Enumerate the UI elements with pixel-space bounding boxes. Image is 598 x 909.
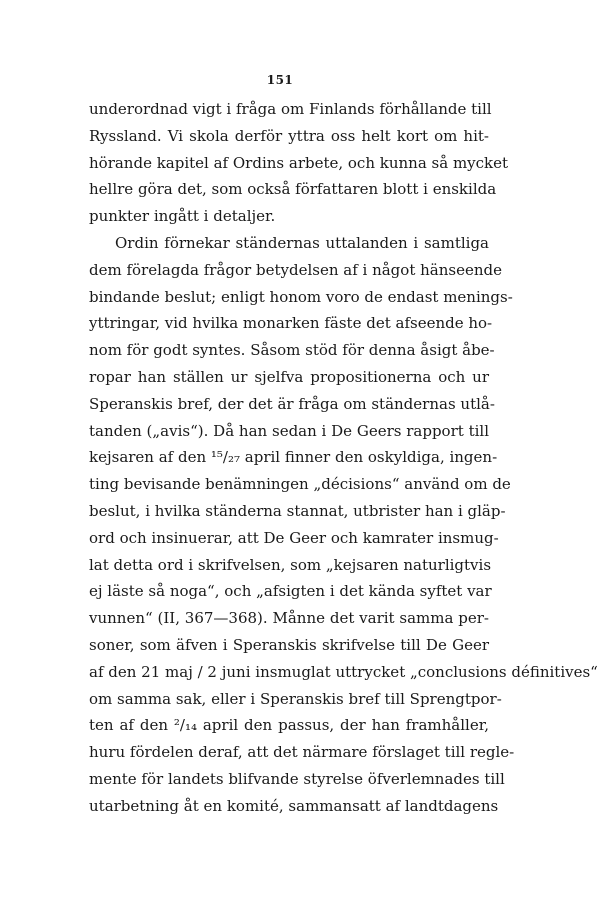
text-line: punkter ingått i detaljer. [89,207,276,226]
text-line: mente för landets blifvande styrelse öfverlemnades till [89,769,505,788]
text-line: ten af den ²/₁₄ april den passus, der han framhåller, [89,716,489,735]
text-line: hörande kapitel af Ordins arbete, och kunna så mycket [89,153,509,172]
page-number: 151 [266,73,294,87]
text-line: hellre göra det, som också författaren blott i enskilda [89,180,497,199]
text-line: ting bevisande benämningen „décisions“ använd om de [89,475,511,494]
text-line: utarbetning åt en komité, sammansatt af landtdagens [89,796,499,815]
text-line: beslut, i hvilka ständerna stannat, utbrister han i gläp- [89,501,506,520]
text-line: ej läste så noga“, och „afsigten i det kända syftet var [89,582,492,601]
text-line: dem förelagda frågor betydelsen af i något hänseende [89,260,502,279]
text-line: ropar han ställen ur sjelfva propositionerna och ur [89,367,489,386]
text-line: Ordin förnekar ständernas uttalanden i samtliga [115,233,489,252]
text-line: bindande beslut; enligt honom voro de endast menings- [89,287,513,306]
text-line: vunnen“ (II, 367—368). Månne det varit samma per- [89,609,489,628]
text-line: yttringar, vid hvilka monarken fäste det afseende ho- [89,314,493,333]
text-line: soner, som äfven i Speranskis skrifvelse till De Geer [89,635,489,654]
text-line: Ryssland. Vi skola derför yttra oss helt kort om hit- [89,126,489,145]
text-line: Speranskis bref, der det är fråga om ständernas utlå- [89,394,495,413]
text-line: af den 21 maj / 2 juni insmuglat uttrycket „conclusions définitives“ [89,662,598,681]
text-line: underordnad vigt i fråga om Finlands förhållande till [89,100,492,118]
text-line: tanden („avis“). Då han sedan i De Geers rapport till [89,421,489,440]
text-line: kejsaren af den ¹⁵/₂₇ april finner den oskyldiga, ingen- [89,448,498,467]
text-line: huru fördelen deraf, att det närmare förslaget till regle- [89,743,515,762]
text-line: nom för godt syntes. Såsom stöd för denna åsigt åbe- [89,341,495,360]
text-line: om samma sak, eller i Speranskis bref till Sprengtpor- [89,689,502,708]
text-line: lat detta ord i skrifvelsen, som „kejsaren naturligtvis [89,555,492,574]
text-line: ord och insinuerar, att De Geer och kamrater insmug- [89,528,499,547]
body-text [89,96,598,820]
